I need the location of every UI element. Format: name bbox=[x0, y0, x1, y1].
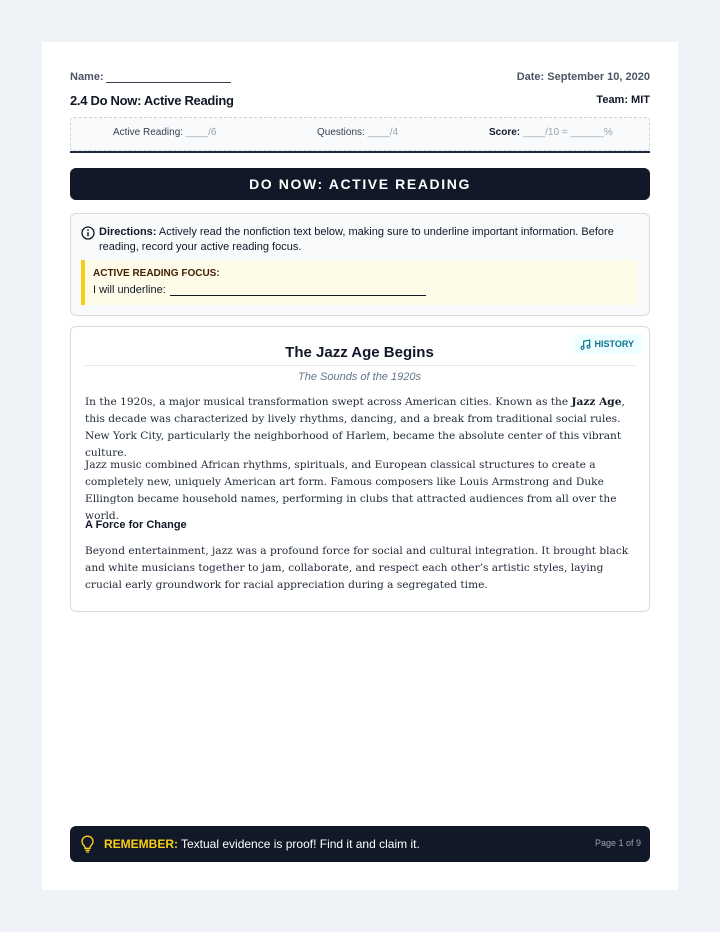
section-banner: DO NOW: ACTIVE READING bbox=[70, 168, 650, 200]
reminder-message: Textual evidence is proof! Find it and claim it. bbox=[181, 837, 420, 851]
passage-subtitle: The Sounds of the 1920s bbox=[298, 371, 421, 383]
header-row bbox=[70, 71, 650, 87]
focus-answer-line[interactable] bbox=[170, 295, 426, 296]
focus-prompt: I will underline: bbox=[93, 284, 166, 296]
paragraph-1 bbox=[85, 394, 635, 462]
directions-text bbox=[99, 225, 639, 255]
info-icon bbox=[81, 226, 95, 240]
active-reading-label: Active Reading: bbox=[113, 127, 184, 138]
active-reading-value: ____/6 bbox=[185, 127, 217, 138]
paragraph-2: Jazz music combined African rhythms, spirituals, and European classical structures to create a completely new, uniquely American art form. Famous composers like Louis Armstrong and Duke Ellington became household names, performing in clubs that attracted audiences from all over the world. bbox=[85, 459, 617, 522]
questions-label: Questions: bbox=[317, 127, 365, 138]
score-label: Score: bbox=[489, 127, 521, 138]
directions-label: Directions: bbox=[99, 226, 157, 238]
subject-tag-label: HISTORY bbox=[594, 339, 634, 349]
passage-title: The Jazz Age Begins bbox=[285, 344, 434, 361]
paragraph-1-start: In the 1920s, a major musical transformation swept across American cities. Known as the bbox=[85, 396, 572, 408]
page-number: Page 1 of 9 bbox=[594, 838, 641, 848]
score-value: ____/10 = ______% bbox=[522, 127, 613, 138]
score-box bbox=[70, 117, 650, 151]
questions-score bbox=[317, 127, 398, 138]
date-text: Date: September 10, 2020 bbox=[516, 71, 650, 83]
header-divider bbox=[70, 151, 650, 153]
paragraph-1-end: , this decade was characterized by lively rhythms, dancing, and a break from traditional social rules. New York City, particularly the neighborhood of Harlem, became the absolute center of this vibrant culture. bbox=[85, 396, 625, 459]
reminder-label: REMEMBER: bbox=[104, 837, 178, 851]
active-reading-score bbox=[113, 127, 216, 138]
team-text: Team: MIT bbox=[596, 94, 650, 106]
key-term: Jazz Age bbox=[571, 396, 622, 408]
section-heading: A Force for Change bbox=[85, 519, 187, 531]
worksheet-page bbox=[42, 42, 678, 890]
lightbulb-icon bbox=[80, 835, 95, 853]
active-reading-focus-box bbox=[81, 260, 637, 305]
paragraph-3: Beyond entertainment, jazz was a profound force for social and cultural integration. It brought black and white musicians together to jam, collaborate, and respect each other’s artistic styles, laying crucial early groundwork for racial appreciation during a segregated time. bbox=[85, 545, 629, 591]
document-title: 2.4 Do Now: Active Reading bbox=[70, 93, 234, 108]
directions-body: Actively read the nonfiction text below, making sure to underline important information. Before reading, record your active reading focus. bbox=[99, 226, 614, 253]
questions-value: ____/4 bbox=[367, 127, 399, 138]
directions-box bbox=[70, 213, 650, 316]
name-field-line[interactable] bbox=[106, 82, 231, 83]
reading-passage bbox=[70, 326, 650, 612]
reminder-text bbox=[104, 837, 420, 851]
title-row bbox=[70, 93, 650, 111]
focus-title: ACTIVE READING FOCUS: bbox=[93, 268, 220, 279]
footer-bar bbox=[70, 826, 650, 862]
title-divider bbox=[85, 365, 635, 366]
name-label: Name: bbox=[70, 71, 104, 83]
total-score bbox=[489, 127, 613, 138]
